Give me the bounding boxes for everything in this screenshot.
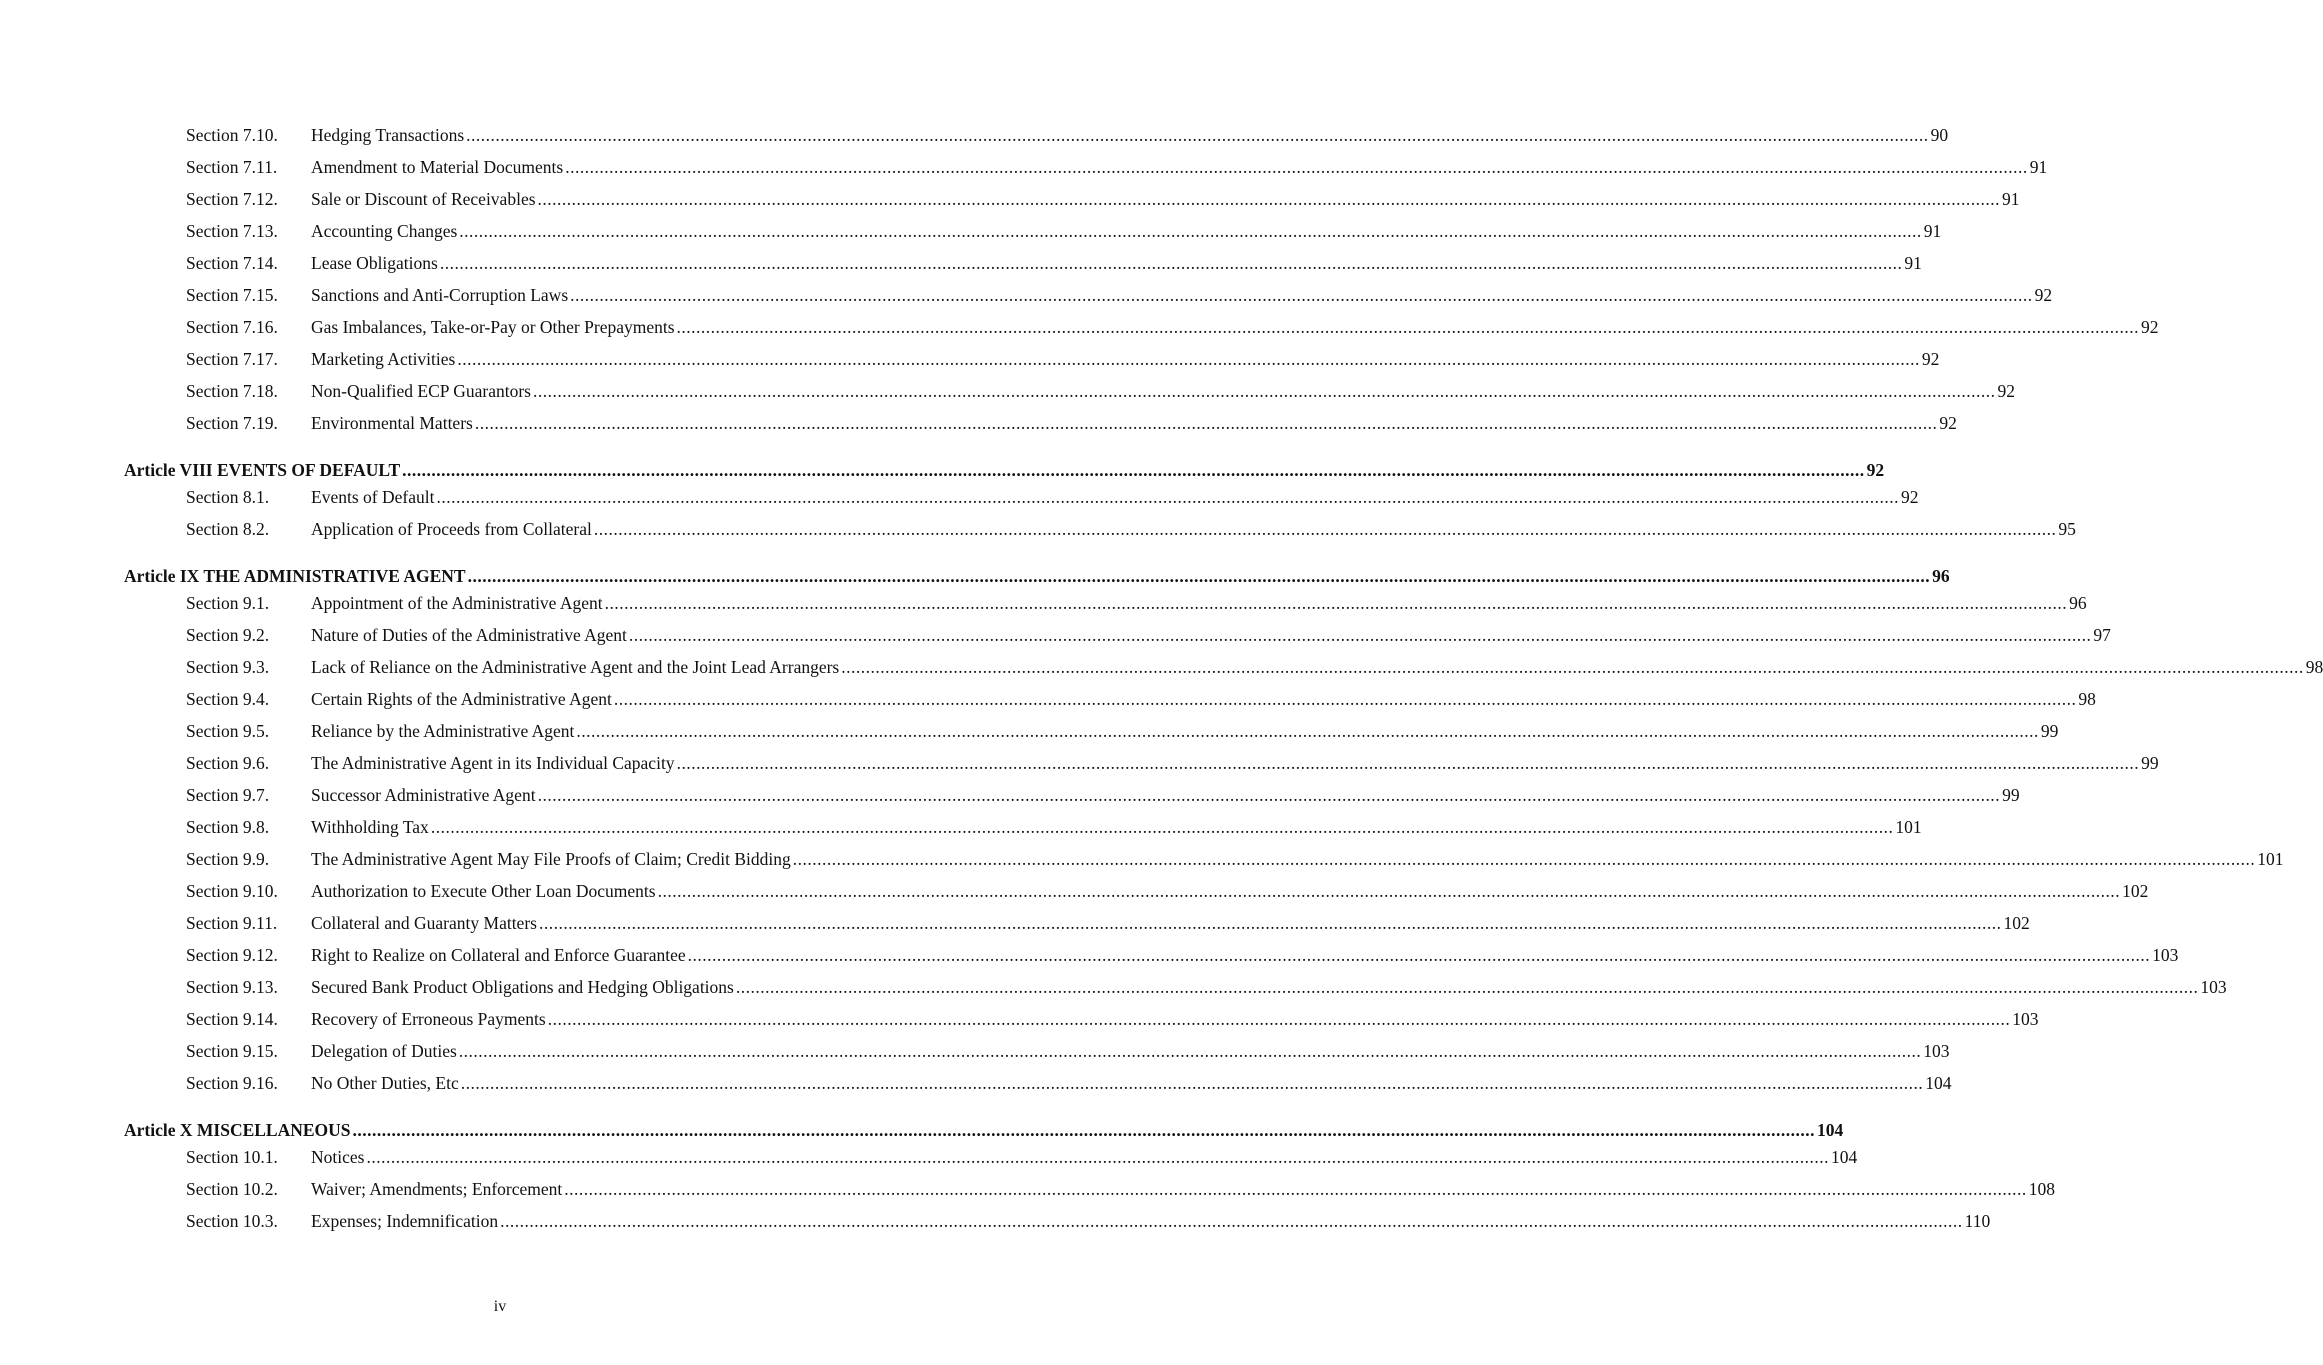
entry-title: Sale or Discount of Receivables <box>311 188 536 209</box>
entry-page-number: 104 <box>1925 1072 1952 1093</box>
toc-section-entry <box>124 779 2020 811</box>
toc-section-entry <box>124 587 2087 619</box>
section-number: Section 10.2. <box>186 1178 278 1199</box>
section-number: Section 9.10. <box>186 880 278 901</box>
entry-page-number: 96 <box>2069 592 2087 613</box>
entry-title: Secured Bank Product Obligations and Hedging Obligations <box>311 976 734 997</box>
entry-page-number: 91 <box>1923 220 1942 241</box>
toc-section-entry <box>124 1173 2056 1205</box>
dot-leader: ............................................................................................................................................................................................................................................................................................................ <box>436 486 1899 507</box>
dot-leader: ............................................................................................................................................................................................................................................................................................................ <box>613 688 2077 709</box>
toc-section-entry <box>124 747 2159 779</box>
section-number: Section 9.7. <box>186 784 270 805</box>
toc-section-entry <box>124 481 1919 513</box>
section-number: Section 7.14. <box>186 252 278 273</box>
entry-page-number: 96 <box>1932 565 1950 586</box>
entry-page-number: 92 <box>1939 412 1957 433</box>
dot-leader: ............................................................................................................................................................................................................................................................................................................ <box>439 252 1903 273</box>
dot-leader: ............................................................................................................................................................................................................................................................................................................ <box>366 1146 1829 1167</box>
entry-page-number: 102 <box>2003 912 2030 933</box>
entry-page-number: 108 <box>2028 1178 2056 1199</box>
entry-title: Appointment of the Administrative Agent <box>311 592 603 613</box>
entry-page-number: 101 <box>2257 848 2284 869</box>
section-number: Section 7.11. <box>186 156 278 177</box>
entry-title: No Other Duties, Etc <box>311 1072 459 1093</box>
section-number: Section 8.1. <box>186 486 270 507</box>
section-number: Section 7.13. <box>186 220 278 241</box>
entry-title: Recovery of Erroneous Payments <box>311 1008 546 1029</box>
entry-title: Environmental Matters <box>311 412 473 433</box>
section-number: Section 9.16. <box>186 1072 278 1093</box>
dot-leader: ............................................................................................................................................................................................................................................................................................................ <box>466 124 1929 145</box>
entry-page-number: 99 <box>2002 784 2020 805</box>
dot-leader: ............................................................................................................................................................................................................................................................................................................ <box>576 720 2039 741</box>
toc-section-entry <box>124 875 2149 907</box>
entry-page-number: 91 <box>1904 252 1922 273</box>
toc-section-entry <box>124 939 2179 971</box>
dot-leader: ............................................................................................................................................................................................................................................................................................................ <box>533 380 1996 401</box>
toc-section-entry <box>124 1205 1991 1237</box>
entry-title: Lease Obligations <box>311 252 438 273</box>
toc-section-entry <box>124 1003 2039 1035</box>
toc-article-entry <box>124 1119 1844 1141</box>
dot-leader: ............................................................................................................................................................................................................................................................................................................ <box>467 565 1931 586</box>
entry-title: Sanctions and Anti-Corruption Laws <box>311 284 569 305</box>
entry-page-number: 103 <box>2012 1008 2039 1029</box>
dot-leader: ............................................................................................................................................................................................................................................................................................................ <box>735 976 2199 997</box>
entry-page-number: 110 <box>1964 1210 1991 1231</box>
entry-title: Hedging Transactions <box>311 124 465 145</box>
entry-title: Right to Realize on Collateral and Enforce Guarantee <box>311 944 686 965</box>
dot-leader: ............................................................................................................................................................................................................................................................................................................ <box>500 1210 1963 1231</box>
entry-title: Certain Rights of the Administrative Agent <box>311 688 612 709</box>
dot-leader: ............................................................................................................................................................................................................................................................................................................ <box>628 624 2092 645</box>
toc-section-entry <box>124 343 1940 375</box>
entry-title: Application of Proceeds from Collateral <box>311 518 592 539</box>
entry-page-number: 91 <box>2002 188 2020 209</box>
section-number: Section 7.18. <box>186 380 278 401</box>
entry-page-number: 92 <box>2141 316 2159 337</box>
entry-page-number: 92 <box>1921 348 1940 369</box>
dot-leader: ............................................................................................................................................................................................................................................................................................................ <box>474 412 1938 433</box>
entry-page-number: 92 <box>1866 459 1885 480</box>
dot-leader: ............................................................................................................................................................................................................................................................................................................ <box>430 816 1894 837</box>
entry-title: Authorization to Execute Other Loan Documents <box>311 880 656 901</box>
entry-title: Waiver; Amendments; Enforcement <box>311 1178 563 1199</box>
dot-leader: ............................................................................................................................................................................................................................................................................................................ <box>657 880 2121 901</box>
toc-section-entry <box>124 683 2096 715</box>
dot-leader: ............................................................................................................................................................................................................................................................................................................ <box>604 592 2068 613</box>
entry-title: Delegation of Duties <box>311 1040 457 1061</box>
entry-page-number: 103 <box>2200 976 2227 997</box>
dot-leader: ............................................................................................................................................................................................................................................................................................................ <box>352 1119 1816 1140</box>
entry-page-number: 91 <box>2029 156 2048 177</box>
entry-title: Article VIII EVENTS OF DEFAULT <box>124 459 401 480</box>
dot-leader: ............................................................................................................................................................................................................................................................................................................ <box>459 220 1922 241</box>
entry-page-number: 98 <box>2305 656 2323 677</box>
entry-page-number: 92 <box>1900 486 1919 507</box>
page-number: iv <box>493 1298 507 1315</box>
section-number: Section 9.4. <box>186 688 270 709</box>
dot-leader: ............................................................................................................................................................................................................................................................................................................ <box>460 1072 1924 1093</box>
entry-title: Accounting Changes <box>311 220 458 241</box>
section-number: Section 9.8. <box>186 816 270 837</box>
entry-title: Amendment to Material Documents <box>311 156 564 177</box>
entry-title: Gas Imbalances, Take-or-Pay or Other Prepayments <box>311 316 675 337</box>
entry-page-number: 99 <box>2040 720 2059 741</box>
entry-title: Non-Qualified ECP Guarantors <box>311 380 531 401</box>
section-number: Section 9.11. <box>186 912 278 933</box>
toc-section-entry <box>124 119 1949 151</box>
dot-leader: ............................................................................................................................................................................................................................................................................................................ <box>593 518 2057 539</box>
entry-page-number: 104 <box>1830 1146 1858 1167</box>
section-number: Section 9.15. <box>186 1040 278 1061</box>
section-number: Section 10.1. <box>186 1146 278 1167</box>
entry-page-number: 102 <box>2122 880 2149 901</box>
dot-leader: ............................................................................................................................................................................................................................................................................................................ <box>570 284 2033 305</box>
section-number: Section 9.12. <box>186 944 278 965</box>
dot-leader: ............................................................................................................................................................................................................................................................................................................ <box>537 188 2001 209</box>
toc-section-entry <box>124 1035 1950 1067</box>
entry-page-number: 99 <box>2141 752 2159 773</box>
entry-title: Collateral and Guaranty Matters <box>311 912 537 933</box>
dot-leader: ............................................................................................................................................................................................................................................................................................................ <box>565 156 2028 177</box>
dot-leader: ............................................................................................................................................................................................................................................................................................................ <box>687 944 2151 965</box>
entry-page-number: 103 <box>2152 944 2179 965</box>
toc-section-entry <box>124 407 1957 439</box>
section-number: Section 9.14. <box>186 1008 278 1029</box>
entry-page-number: 104 <box>1817 1119 1844 1140</box>
entry-title: The Administrative Agent in its Individual Capacity <box>311 752 675 773</box>
toc-section-entry <box>124 183 2020 215</box>
section-number: Section 7.16. <box>186 316 278 337</box>
section-number: Section 9.6. <box>186 752 270 773</box>
section-number: Section 7.19. <box>186 412 278 433</box>
entry-title: Withholding Tax <box>311 816 429 837</box>
entry-page-number: 103 <box>1923 1040 1950 1061</box>
dot-leader: ............................................................................................................................................................................................................................................................................................................ <box>537 784 2001 805</box>
section-number: Section 9.9. <box>186 848 270 869</box>
entry-title: Article X MISCELLANEOUS <box>124 1119 351 1140</box>
dot-leader: ............................................................................................................................................................................................................................................................................................................ <box>676 316 2140 337</box>
section-number: Section 7.15. <box>186 284 278 305</box>
section-number: Section 9.3. <box>186 656 270 677</box>
toc-section-entry <box>124 375 2015 407</box>
section-number: Section 8.2. <box>186 518 270 539</box>
section-number: Section 9.5. <box>186 720 270 741</box>
dot-leader: ............................................................................................................................................................................................................................................................................................................ <box>841 656 2304 677</box>
toc-section-entry <box>124 1067 1952 1099</box>
entry-title: Notices <box>311 1146 365 1167</box>
section-number: Section 7.17. <box>186 348 278 369</box>
dot-leader: ............................................................................................................................................................................................................................................................................................................ <box>676 752 2140 773</box>
section-number: Section 7.10. <box>186 124 278 145</box>
entry-title: Lack of Reliance on the Administrative Agent and the Joint Lead Arrangers <box>311 656 840 677</box>
toc-section-entry <box>124 151 2048 183</box>
toc-section-entry <box>124 619 2111 651</box>
dot-leader: ............................................................................................................................................................................................................................................................................................................ <box>547 1008 2011 1029</box>
toc-section-entry <box>124 811 1922 843</box>
dot-leader: ............................................................................................................................................................................................................................................................................................................ <box>457 348 1920 369</box>
toc-section-entry <box>124 715 2059 747</box>
entry-title: Article IX THE ADMINISTRATIVE AGENT <box>124 565 466 586</box>
entry-title: Nature of Duties of the Administrative Agent <box>311 624 627 645</box>
toc-section-entry <box>124 1141 1858 1173</box>
toc-section-entry <box>124 513 2076 545</box>
toc-section-entry <box>124 971 2227 1003</box>
dot-leader: ............................................................................................................................................................................................................................................................................................................ <box>792 848 2256 869</box>
toc-section-entry <box>124 651 2323 683</box>
toc-section-entry <box>124 907 2030 939</box>
entry-title: The Administrative Agent May File Proofs of Claim; Credit Bidding <box>311 848 791 869</box>
toc-article-entry <box>124 565 1950 587</box>
entry-page-number: 92 <box>1997 380 2015 401</box>
dot-leader: ............................................................................................................................................................................................................................................................................................................ <box>402 459 1865 480</box>
toc-section-entry <box>124 843 2284 875</box>
entry-page-number: 98 <box>2078 688 2096 709</box>
toc-section-entry <box>124 215 1942 247</box>
section-number: Section 10.3. <box>186 1210 278 1231</box>
toc-section-entry <box>124 311 2159 343</box>
entry-page-number: 101 <box>1895 816 1922 837</box>
entry-title: Expenses; Indemnification <box>311 1210 499 1231</box>
section-number: Section 9.2. <box>186 624 270 645</box>
section-number: Section 9.1. <box>186 592 270 613</box>
dot-leader: ............................................................................................................................................................................................................................................................................................................ <box>458 1040 1922 1061</box>
entry-page-number: 90 <box>1930 124 1949 145</box>
entry-title: Successor Administrative Agent <box>311 784 536 805</box>
entry-title: Reliance by the Administrative Agent <box>311 720 575 741</box>
entry-page-number: 95 <box>2058 518 2076 539</box>
entry-page-number: 97 <box>2093 624 2111 645</box>
dot-leader: ............................................................................................................................................................................................................................................................................................................ <box>538 912 2002 933</box>
entry-page-number: 92 <box>2034 284 2053 305</box>
section-number: Section 9.13. <box>186 976 278 997</box>
toc-article-entry <box>124 459 1885 481</box>
toc-section-entry <box>124 247 1922 279</box>
section-number: Section 7.12. <box>186 188 278 209</box>
dot-leader: ............................................................................................................................................................................................................................................................................................................ <box>564 1178 2027 1199</box>
entry-title: Events of Default <box>311 486 435 507</box>
entry-title: Marketing Activities <box>311 348 456 369</box>
table-of-contents <box>124 119 2323 1237</box>
toc-section-entry <box>124 279 2053 311</box>
